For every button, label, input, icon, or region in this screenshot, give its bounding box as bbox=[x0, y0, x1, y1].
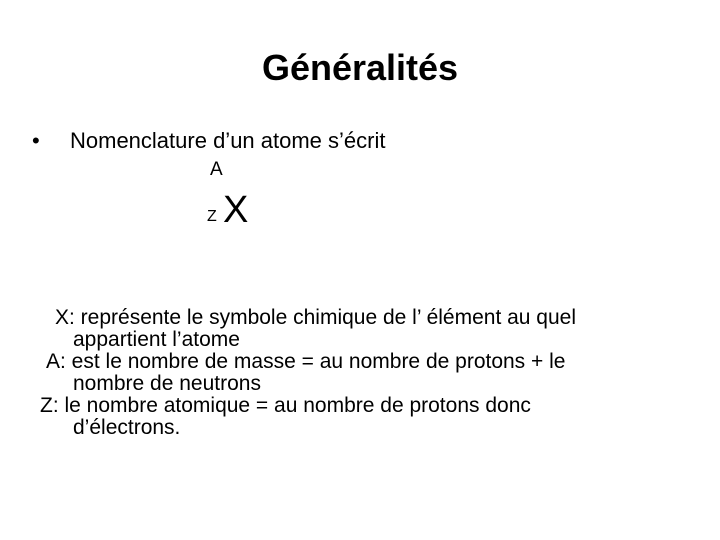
definition-a-line1: A: est le nombre de masse = au nombre de protons + le bbox=[46, 350, 566, 373]
mass-number-label: A bbox=[210, 159, 223, 180]
definition-z-line2: d’électrons. bbox=[73, 416, 181, 439]
definition-z bbox=[40, 395, 680, 439]
slide-title: Généralités bbox=[261, 47, 459, 88]
definition-a-line2: nombre de neutrons bbox=[73, 372, 261, 395]
atomic-number-label: Z bbox=[207, 208, 217, 225]
definition-z-line1: Z: le nombre atomique = au nombre de protons donc bbox=[40, 394, 531, 417]
definition-x-line1: X: représente le symbole chimique de l’ élément au quel bbox=[55, 306, 577, 329]
bullet-text: Nomenclature d’un atome s’écrit bbox=[70, 128, 386, 153]
bullet-marker: • bbox=[32, 128, 40, 153]
bullet-item bbox=[32, 126, 385, 156]
definitions-block bbox=[40, 307, 680, 439]
definition-a bbox=[40, 351, 680, 395]
element-symbol: X bbox=[223, 189, 249, 231]
definition-x bbox=[40, 307, 680, 351]
definition-x-line2: appartient l’atome bbox=[73, 328, 240, 351]
